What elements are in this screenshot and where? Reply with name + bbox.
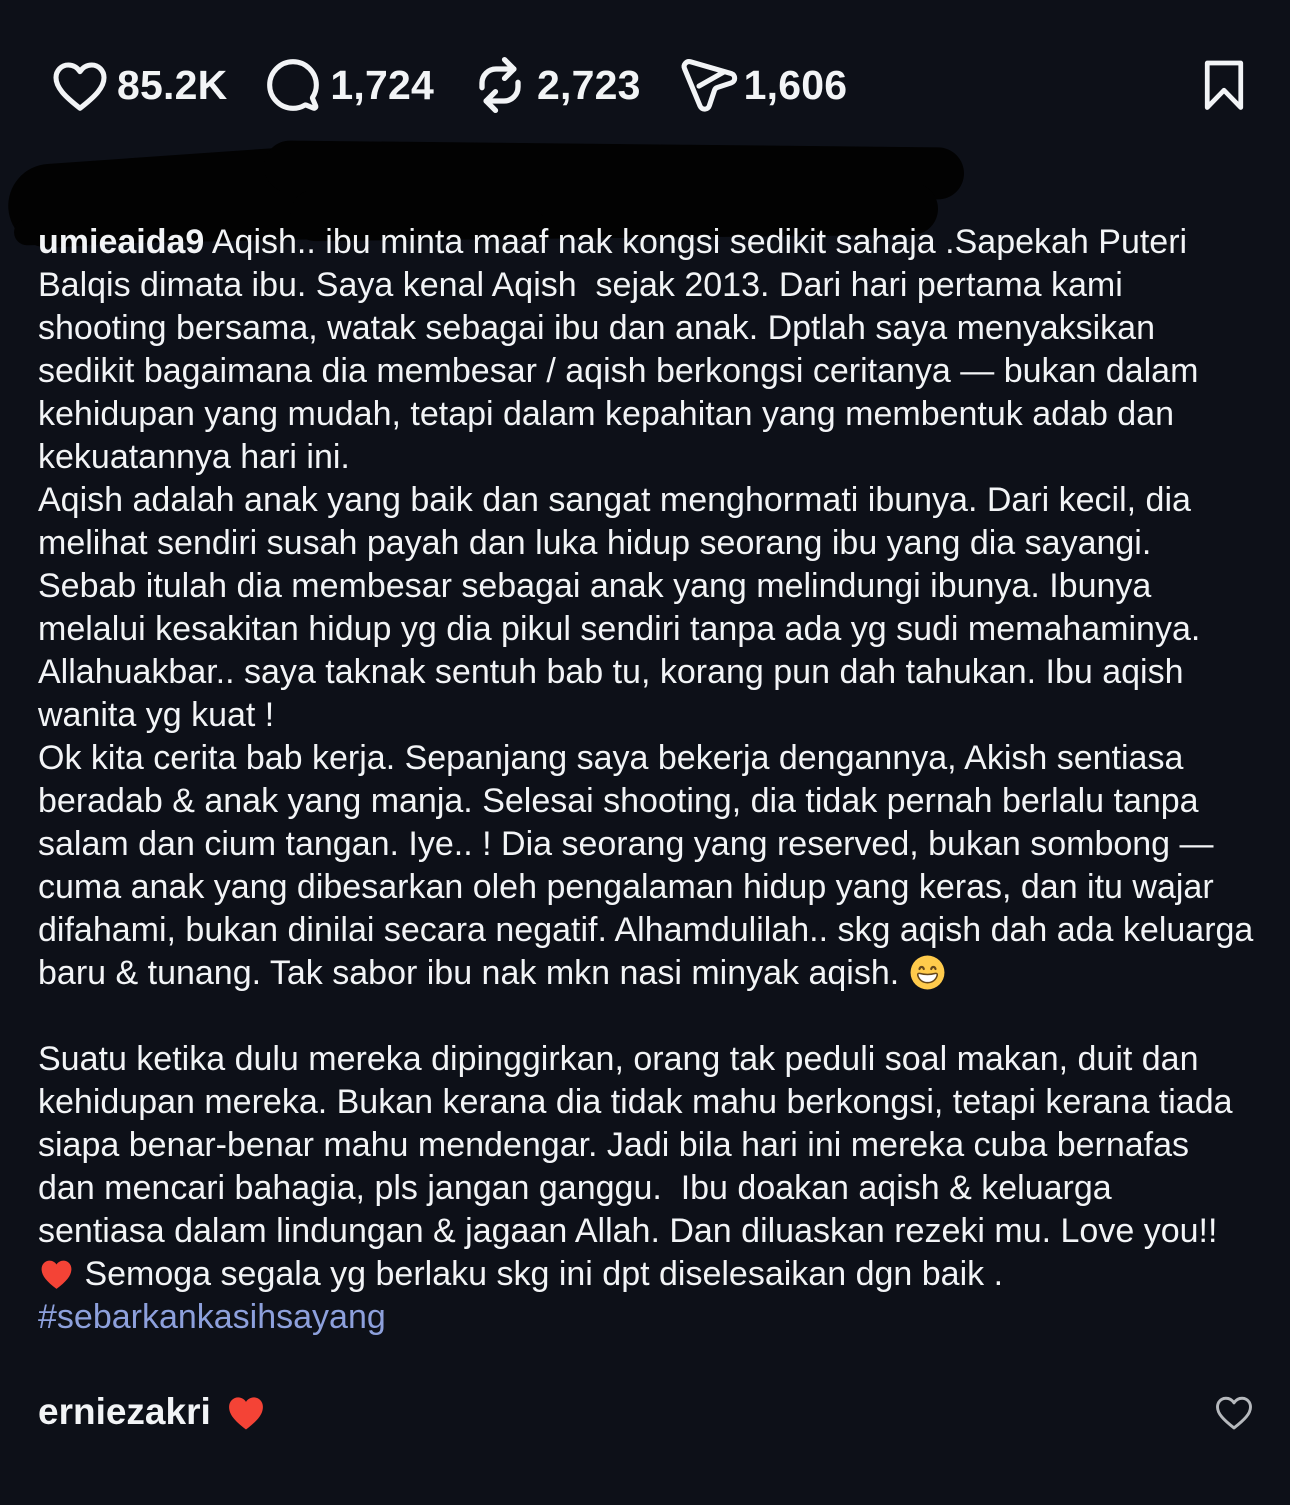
caption-text: Aqish.. ibu minta maaf nak kongsi sedikit sahaja .Sapekah Puteri Balqis dimata ibu. Saya kenal Aqish sejak 2013. Dari hari pertama kami shooting bersama, watak sebagai ibu dan anak. Dptlah saya menyaksikan sedikit bagaimana dia membesar / aqish berkongsi ceritanya — bukan dalam kehidupan yang mudah, tetapi dalam kepahitan yang membentuk adab dan kekuatannya hari ini. [38,223,1208,476]
heart-outline-icon [1212,1390,1256,1434]
like-count: 85.2K [117,61,228,108]
caption-text: Suatu ketika dulu mereka dipinggirkan, orang tak peduli soal makan, duit dan kehidupan mereka. Bukan kerana dia tidak mahu berkongsi, tetapi kerana tiada siapa benar-benar mahu mendengar. Jadi bila hari ini mereka cuba bernafas dan mencari bahagia, pls jangan ganggu. Ibu doakan aqish & keluarga sentiasa dalam lindungan & jagaan Allah. Dan diluaskan rezeki mu. Love you!! [38,1040,1242,1250]
share-icon [675,53,739,117]
bookmark-icon [1194,53,1254,117]
comment-username[interactable]: erniezakri [38,1391,211,1432]
caption-username[interactable]: umieaida9 [38,223,205,261]
caption-text: Aqish adalah anak yang baik dan sangat menghormati ibunya. Dari kecil, dia melihat sendiri susah payah dan luka hidup seorang ibu yang dia sayangi. Sebab itulah dia membesar sebagai anak yang melindungi ibunya. Ibunya melalui kesakitan hidup yg dia pikul sendiri tanpa ada yg sudi memahaminya. Allahuakbar.. saya taknak sentuh bab tu, korang pun dah tahukan. Ibu aqish wanita yg kuat ! [38,481,1208,734]
caption-paragraph [38,1038,1254,1339]
heart-icon [48,53,112,117]
red-heart-emoji [225,1391,267,1433]
save-button[interactable] [1194,53,1254,117]
caption-paragraph [38,737,1263,995]
reply-button[interactable] [261,53,434,117]
comment-icon [261,53,325,117]
share-button[interactable] [675,53,848,117]
caption-hashtag[interactable]: #sebarkankasihsayang [38,1298,386,1336]
grinning-face-emoji [909,954,946,991]
share-count: 1,606 [743,61,848,108]
post-action-bar [0,48,1290,122]
comment-row [38,1390,1260,1434]
red-heart-emoji [38,1255,75,1292]
like-button[interactable] [48,53,227,117]
caption-paragraph [38,479,1254,737]
post-caption [38,221,1263,1339]
caption-paragraph [38,221,1254,479]
caption-text: Ok kita cerita bab kerja. Sepanjang saya bekerja dengannya, Akish sentiasa beradab & anak yang manja. Selesai shooting, dia tidak pernah berlalu tanpa salam dan cium tangan. Iye.. ! Dia seorang yang reserved, bukan sombong — cuma anak yang dibesarkan oleh pengalaman hidup yang keras, dan itu wajar difahami, bukan dinilai secara negatif. Alhamdulilah.. skg aqish dah ada keluarga baru & tunang. Tak sabor ibu nak mkn nasi minyak aqish. [38,739,1263,992]
comment-content [38,1391,267,1433]
caption-text: Semoga segala yg berlaku skg ini dpt diselesaikan dgn baik . [75,1255,1013,1293]
repost-button[interactable] [468,53,641,117]
caption-paragraph [38,995,1254,1038]
comment-like-button[interactable] [1212,1390,1256,1434]
repost-icon [468,53,532,117]
repost-count: 2,723 [537,61,641,108]
action-buttons-group [48,53,847,117]
reply-count: 1,724 [330,61,435,108]
